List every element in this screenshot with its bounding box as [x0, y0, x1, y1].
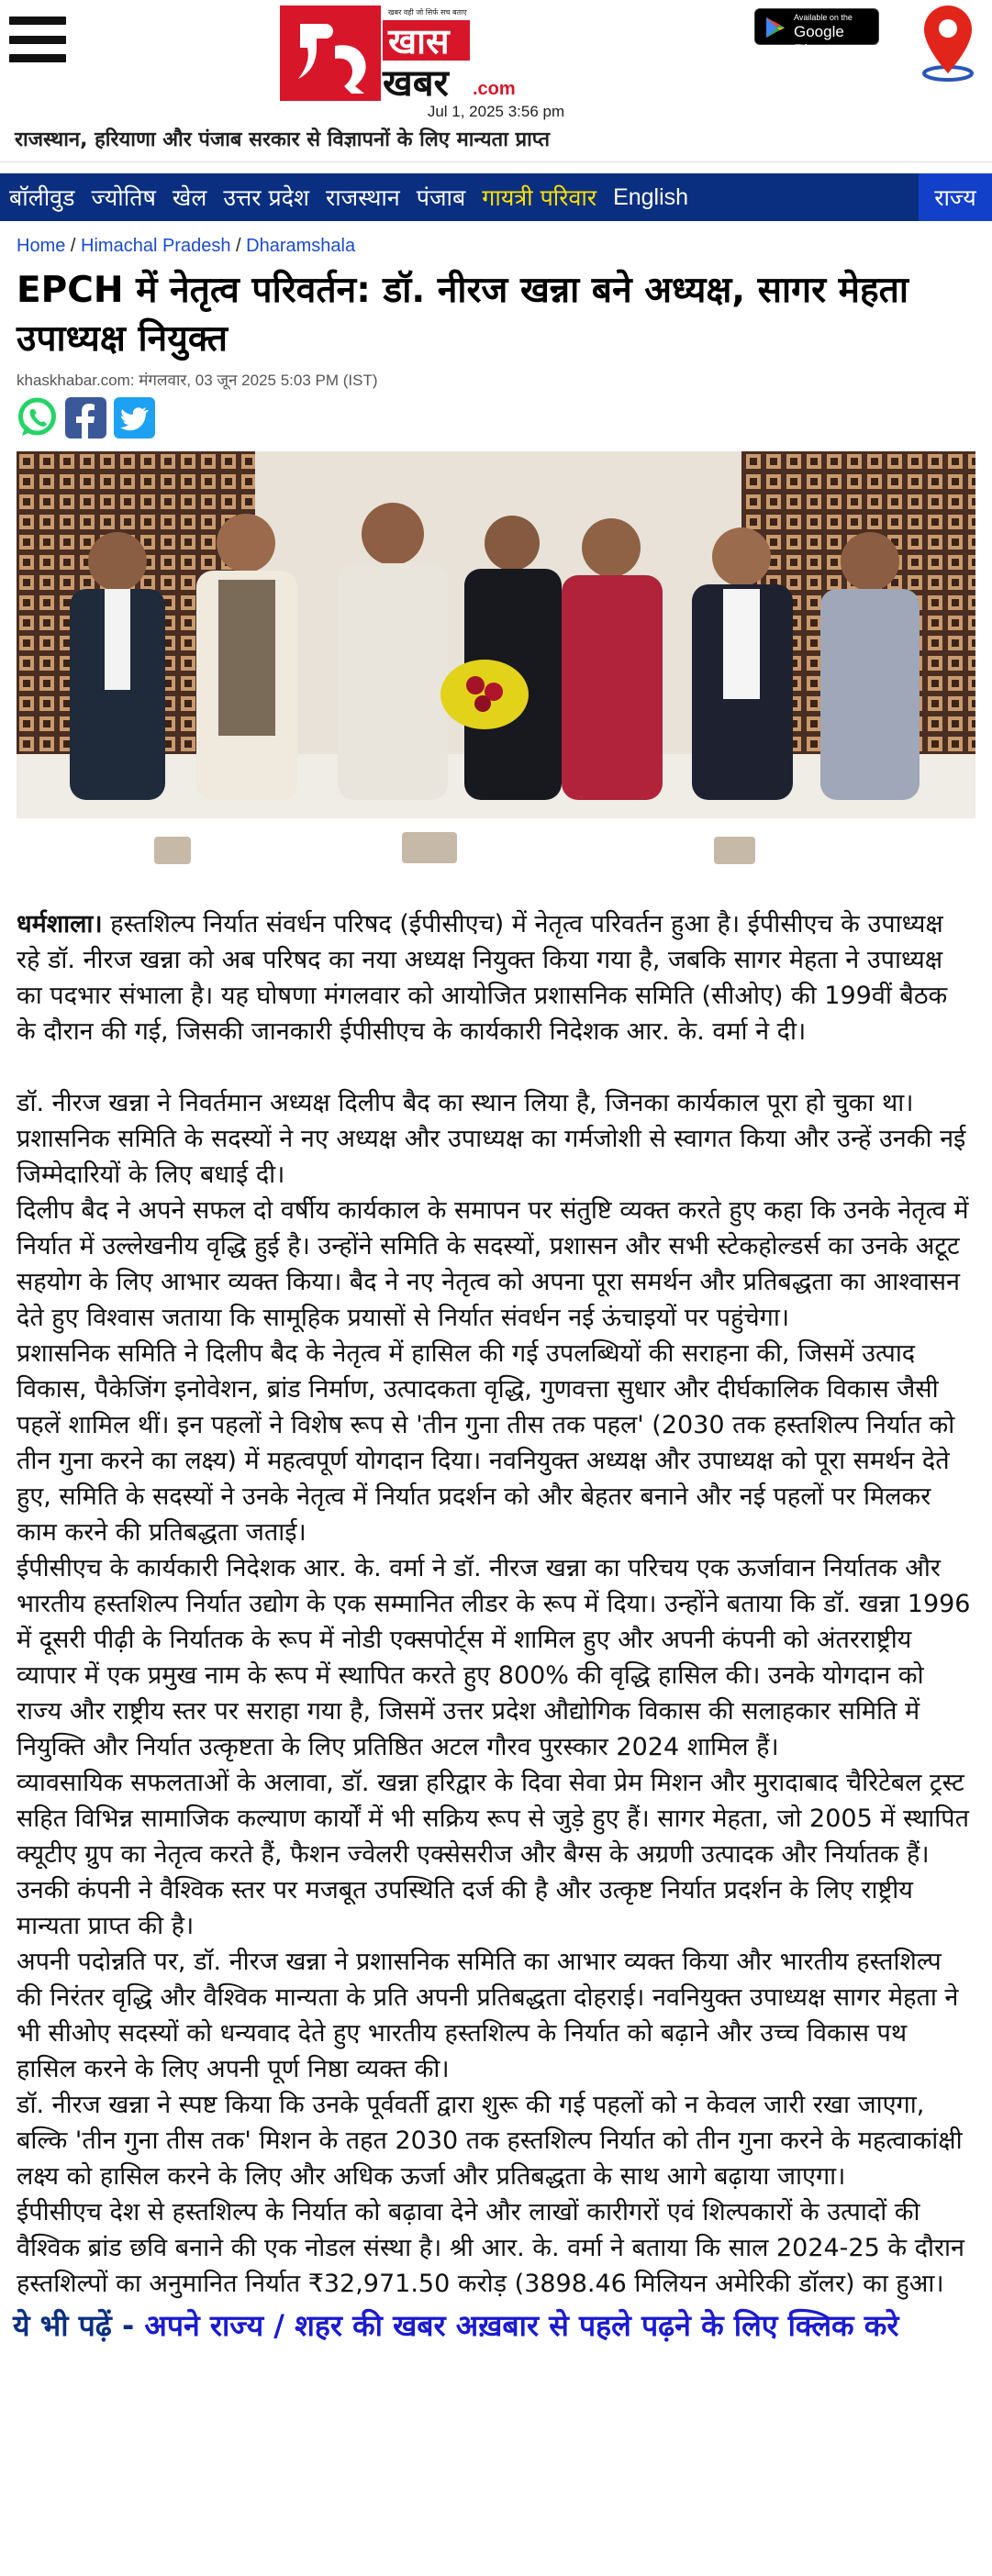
- breadcrumb-separator: /: [70, 236, 82, 256]
- article-paragraph: प्रशासनिक समिति ने दिलीप बैद के नेतृत्व में हासिल की गई उपलब्धियों की सराहना की, जिसमें उत्पाद विकास, पैकेजिंग इनोवेशन, ब्रांड निर्माण, उत्पादकता वृद्धि, गुणवत्ता सुधार और दीर्घकालिक विकास जैसी पहलें शामिल थीं। इन पहलों ने विशेष रूप से 'तीन गुना तीस तक पहल' (2030 तक हस्तशिल्प निर्यात को तीन गुना करने का लक्ष्य) में महत्वपूर्ण योगदान दिया। नवनियुक्त अध्यक्ष और उपाध्यक्ष को पूरा समर्थन देते हुए, समिति के सदस्यों ने उनके नेतृत्व में निर्यात प्रदर्शन को और बेहतर बनाने और नई पहलों पर मिलकर काम करने की प्रतिबद्धता जताई।: [17, 1339, 955, 1547]
- site-logo[interactable]: [280, 6, 532, 101]
- share-buttons: [17, 397, 992, 439]
- read-also-prefix: ये भी पढ़ें -: [13, 2308, 145, 2343]
- article-paragraph: डॉ. नीरज खन्ना ने स्पष्ट किया कि उनके पूर्ववर्ती द्वारा शुरू की गई पहलों को न केवल जारी रखा जाएगा, बल्कि 'तीन गुना तीस तक' मिशन के तहत 2030 तक हस्तशिल्प निर्यात को तीन गुना करने के महत्वाकांक्षी लक्ष्य को हासिल करने के लिए और अधिक ऊर्जा और प्रतिबद्धता के साथ आगे बढ़ाया जाएगा।: [17, 2091, 963, 2191]
- read-also-link[interactable]: अपने राज्य / शहर की खबर अख़बार से पहले पढ़ने के लिए क्लिक करे: [144, 2308, 899, 2343]
- article-paragraph: दिलीप बैद ने अपने सफल दो वर्षीय कार्यकाल के समापन पर संतुष्टि व्यक्त करते हुए कहा कि उनके नेतृत्व में निर्यात में उल्लेखनीय वृद्धि हुई है। उन्होंने समिति के सदस्यों, प्रशासन और सभी स्टेकहोल्डर्स का उनके अटूट सहयोग के लिए आभार व्यक्त किया। बैद ने नए नेतृत्व को अपना पूरा समर्थन और प्रतिबद्धता का आश्वासन देते हुए विश्वास जताया कि सामूहिक प्रयासों से निर्यात संवर्धन नई ऊंचाइयों पर पहुंचेगा।: [17, 1196, 969, 1332]
- breadcrumb-home[interactable]: Home: [17, 236, 66, 256]
- breadcrumb-dharamshala[interactable]: Dharamshala: [246, 236, 356, 256]
- article-paragraph: व्यावसायिक सफलताओं के अलावा, डॉ. खन्ना हरिद्वार के दिवा सेवा प्रेम मिशन और मुरादाबाद चैरिटेबल ट्रस्ट सहित विभिन्न सामाजिक कल्याण कार्यों में भी सक्रिय रूप से जुड़े हुए हैं। सागर मेहता, जो 2005 में स्थापित क्यूटीए ग्रुप का नेतृत्व करते हैं, फैशन ज्वेलरी एक्सेसरीज और बैग्स के अग्रणी उत्पादक और निर्यातक हैं। उनकी कंपनी ने वैश्विक स्तर पर मजबूत उपस्थिति दर्ज की है और उत्कृष्ट निर्यात प्रदर्शन के लिए राष्ट्रीय मान्यता प्राप्त की है।: [17, 1769, 969, 1940]
- logo-tagline: खबर वही जो सिर्फ सच बताए: [388, 8, 467, 17]
- google-play-big-text: Google Play: [794, 23, 844, 59]
- logo-word-1: खास: [388, 21, 450, 61]
- menu-bar: [9, 54, 66, 62]
- header-datetime: Jul 1, 2025 3:56 pm: [427, 103, 565, 120]
- dateline-city: धर्मशाला।: [17, 910, 103, 938]
- site-header: [0, 0, 992, 119]
- nav-item-uttar-pradesh[interactable]: उत्तर प्रदेश: [223, 184, 309, 211]
- article-paragraph: ईपीसीएच देश से हस्तशिल्प के निर्यात को बढ़ावा देने और लाखों कारीगरों एवं शिल्पकारों के उत्पादों की वैश्विक ब्रांड छवि बनाने की एक नोडल संस्था है। श्री आर. के. वर्मा ने बताया कि साल 2024-25 के दौरान हस्तशिल्पों का अनुमानित निर्यात ₹32,971.50 करोड़ (3898.46 मिलियन अमेरिकी डॉलर) का हुआ।: [17, 2198, 965, 2298]
- article-title: EPCH में नेतृत्व परिवर्तन: डॉ. नीरज खन्ना बने अध्यक्ष, सागर मेहता उपाध्यक्ष नियुक्त: [17, 270, 908, 360]
- menu-bar: [9, 17, 66, 25]
- article-paragraph: अपनी पदोन्नति पर, डॉ. नीरज खन्ना ने प्रशासनिक समिति का आभार व्यक्त किया और भारतीय हस्तशिल्प की निरंतर वृद्धि और वैश्विक मान्यता के प्रति अपनी प्रतिबद्धता दोहराई। नवनियुक्त उपाध्यक्ष सागर मेहता ने भी सीओए सदस्यों को धन्यवाद देते हुए भारतीय हस्तशिल्प के निर्यात को बढ़ाने और उच्च विकास पथ हासिल करने के लिए अपनी पूर्ण निष्ठा व्यक्त की।: [17, 1948, 959, 2083]
- state-selector-button[interactable]: राज्य: [919, 173, 992, 221]
- article-paragraph: [17, 906, 972, 1049]
- article-paragraph: ईपीसीएच के कार्यकारी निदेशक आर. के. वर्मा ने डॉ. नीरज खन्ना का परिचय एक ऊर्जावान निर्यातक और भारतीय हस्तशिल्प निर्यात उद्योग के एक सम्मानित लीडर के रूप में दिया। उन्होंने बताया कि डॉ. खन्ना 1996 में दूसरी पीढ़ी के निर्यातक के रूप में नोडी एक्सपोर्ट्स में शामिल हुए और अपनी कंपनी को अंतरराष्ट्रीय व्यापार में एक प्रमुख नाम के रूप में स्थापित करते हुए 800% की वृद्धि हासिल की। उनके योगदान को राज्य और राष्ट्रीय स्तर पर सराहा गया है, जिसमें उत्तर प्रदेश औद्योगिक विकास की सलाहकार समिति में नियुक्ति और निर्यात उत्कृष्टता के लिए प्रतिष्ठित अटल गौरव पुरस्कार 2024 शामिल हैं।: [17, 1554, 971, 1761]
- article-hero-photo: [17, 451, 975, 890]
- logo-suffix: .com: [473, 79, 516, 99]
- google-play-icon: [764, 17, 786, 39]
- logo-word-2: खबर: [383, 62, 449, 101]
- article-paragraph-text: हस्तशिल्प निर्यात संवर्धन परिषद (ईपीसीएच) में नेतृत्व परिवर्तन हुआ है। ईपीसीएच के उपाध्यक्ष रहे डॉ. नीरज खन्ना को अब परिषद का नया अध्यक्ष नियुक्त किया गया है, जबकि सागर मेहता ने उपाध्यक्ष का पदभार संभाला है। यह घोषणा मंगलवार को आयोजित प्रशासनिक समिति (सीओए) की 199वीं बैठक के दौरान की गई, जिसकी जानकारी ईपीसीएच के कार्यकारी निदेशक आर. के. वर्मा ने दी।: [17, 910, 948, 1046]
- hamburger-menu-icon[interactable]: [9, 17, 66, 62]
- twitter-icon[interactable]: [114, 397, 155, 439]
- whatsapp-icon[interactable]: [17, 397, 58, 439]
- nav-item-punjab[interactable]: पंजाब: [416, 184, 466, 211]
- article-byline: khaskhabar.com: मंगलवार, 03 जून 2025 5:03 PM (IST): [17, 372, 378, 389]
- nav-item-rajasthan[interactable]: राजस्थान: [325, 184, 400, 211]
- main-nav: [0, 173, 992, 221]
- facebook-icon[interactable]: [65, 397, 106, 439]
- nav-item-bollywood[interactable]: बॉलीवुड: [9, 184, 75, 211]
- nav-item-astrology[interactable]: ज्योतिष: [91, 184, 156, 211]
- breadcrumb-separator: /: [236, 236, 247, 256]
- breadcrumb-himachal-pradesh[interactable]: Himachal Pradesh: [81, 236, 231, 256]
- google-play-small-text: Available on the: [794, 13, 853, 22]
- nav-item-gayatri-parivar[interactable]: गायत्री परिवार: [482, 184, 597, 211]
- location-pin-icon[interactable]: [918, 2, 978, 83]
- read-also-block: [13, 2304, 972, 2348]
- breadcrumb: [17, 236, 992, 257]
- google-play-badge[interactable]: [754, 8, 879, 59]
- nav-item-sports[interactable]: खेल: [172, 184, 207, 211]
- nav-item-english[interactable]: English: [613, 183, 689, 210]
- menu-bar: [9, 36, 66, 44]
- article-paragraph: डॉ. नीरज खन्ना ने निवर्तमान अध्यक्ष दिलीप बैद का स्थान लिया है, जिनका कार्यकाल पूरा हो चुका था। प्रशासनिक समिति के सदस्यों ने नए अध्यक्ष और उपाध्यक्ष का गर्मजोशी से स्वागत किया और उन्हें उनकी नई जिम्मेदारियों के लिए बधाई दी।: [17, 1089, 966, 1189]
- article-body: [17, 906, 972, 2302]
- accreditation-tagline: राजस्थान, हरियाणा और पंजाब सरकार से विज्ञापनों के लिए मान्यता प्राप्त: [0, 119, 992, 162]
